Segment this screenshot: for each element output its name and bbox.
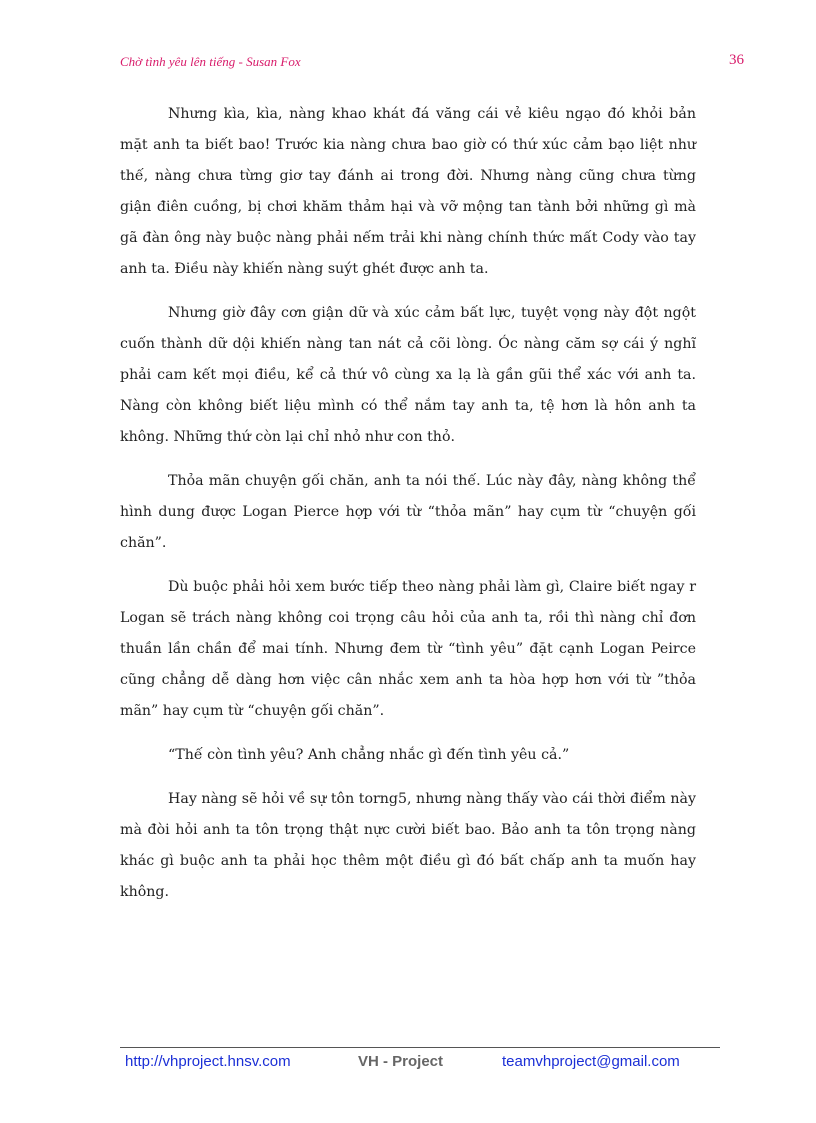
footer-website-link[interactable]: http://vhproject.hnsv.com xyxy=(125,1053,291,1070)
running-header-title: Chờ tình yêu lên tiếng - Susan Fox xyxy=(120,54,301,69)
footer-divider xyxy=(120,1047,720,1048)
footer-project-name: VH - Project xyxy=(358,1053,444,1070)
paragraph-1: Nhưng kìa, kìa, nàng khao khát đá văng cái vẻ kiêu ngạo đó khỏi bản mặt anh ta biết bao! Trước kia nàng chưa bao giờ có thứ xúc cảm bạo liệt như thế, nàng chưa từng giơ tay đánh ai trong đời. Nhưng nàng cũng chưa từng giận điên cuồng, bị chơi khăm thảm hại và vỡ mộng tan tành bởi những gì mà gã đàn ông này buộc nàng phải nếm trải khi nàng chính thức mất Cody vào tay anh ta. Điều này khiến nàng suýt ghét được anh ta. xyxy=(120,106,696,277)
paragraph-5: “Thế còn tình yêu? Anh chẳng nhắc gì đến tình yêu cả.” xyxy=(168,747,570,763)
page-number: 36 xyxy=(729,52,744,68)
page-footer xyxy=(120,1053,720,1073)
page-body xyxy=(120,99,696,921)
paragraph-6: Hay nàng sẽ hỏi về sự tôn torng5, nhưng nàng thấy vào cái thời điểm này mà đòi hỏi anh ta tôn trọng thật nực cười biết bao. Bảo anh ta tôn trọng nàng khác gì buộc anh ta phải học thêm một điều gì đó bất chấp anh ta muốn hay không. xyxy=(120,791,696,900)
paragraph-4: Dù buộc phải hỏi xem bước tiếp theo nàng phải làm gì, Claire biết ngay r Logan sẽ trách nàng không coi trọng câu hỏi của anh ta, rồi thì nàng chỉ đơn thuần lần chần để mai tính. Nhưng đem từ “tình yêu” đặt cạnh Logan Peirce cũng chẳng dễ dàng hơn việc cân nhắc xem anh ta hòa hợp hơn với từ ”thỏa mãn” hay cụm từ “chuyện gối chăn”. xyxy=(120,579,696,719)
paragraph-3: Thỏa mãn chuyện gối chăn, anh ta nói thế. Lúc này đây, nàng không thể hình dung được Logan Pierce hợp với từ “thỏa mãn” hay cụm từ “chuyện gối chăn”. xyxy=(120,473,696,551)
footer-email-link[interactable]: teamvhproject@gmail.com xyxy=(502,1053,680,1070)
paragraph-2: Nhưng giờ đây cơn giận dữ và xúc cảm bất lực, tuyệt vọng này đột ngột cuốn thành dữ dội khiến nàng tan nát cả cõi lòng. Óc nàng căm sợ cái ý nghĩ phải cam kết mọi điều, kể cả thứ vô cùng xa lạ là gần gũi thể xác với anh ta. Nàng còn không biết liệu mình có thể nắm tay anh ta, tệ hơn là hôn anh ta không. Những thứ còn lại chỉ nhỏ như con thỏ. xyxy=(120,305,696,445)
